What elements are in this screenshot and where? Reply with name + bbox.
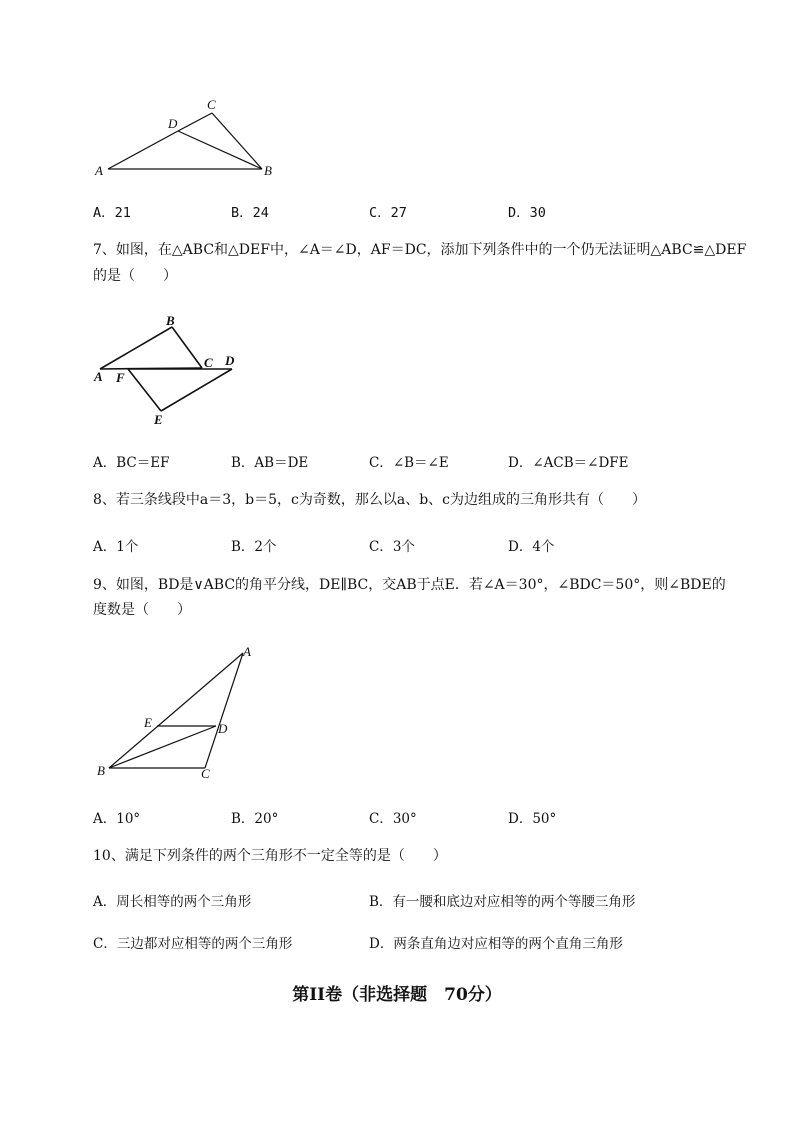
q7-stem-line1: 7、如图，在△ABC和△DEF中，∠A＝∠D，AF＝DC，添加下列条件中的一个仍无法证明△ABC≌△DEF (93, 242, 747, 258)
q7-option-b[interactable]: B．AB＝DE (231, 455, 309, 471)
q9-option-c[interactable]: C．30° (369, 811, 417, 827)
q6-label-D: D (168, 116, 178, 131)
q9-figure (90, 640, 270, 794)
q9-option-d[interactable]: D．50° (508, 811, 557, 827)
q7-figure (90, 310, 250, 434)
q6-option-a[interactable]: A．21 (93, 205, 131, 221)
q8-option-c[interactable]: C．3个 (369, 539, 415, 555)
section-title: 第II卷（非选择题 70分） (292, 985, 502, 1005)
q9-label-E: E (144, 715, 152, 730)
q9-label-C: C (201, 766, 210, 781)
q7-label-E: E (154, 412, 163, 427)
q6-option-c[interactable]: C．27 (369, 205, 407, 221)
q8-option-a[interactable]: A．1个 (93, 539, 139, 555)
q7-option-c[interactable]: C．∠B＝∠E (369, 455, 449, 471)
q9-label-A: A (243, 644, 251, 659)
q7-stem-line2: 的是（ ） (93, 268, 177, 284)
q6-label-A: A (95, 163, 103, 178)
q6-label-C: C (207, 97, 216, 112)
q6-figure (90, 95, 290, 189)
q10-option-d[interactable]: D．两条直角边对应相等的两个直角三角形 (369, 936, 623, 952)
q8-option-d[interactable]: D．4个 (508, 539, 555, 555)
q10-option-c[interactable]: C．三边都对应相等的两个三角形 (93, 936, 293, 952)
q9-stem-line1: 9、如图，BD是∨ABC的角平分线，DE∥BC，交AB于点E．若∠A＝30°，∠BDC＝50°，则∠BDE的 (93, 577, 726, 593)
q6-option-b[interactable]: B．24 (231, 205, 269, 221)
q7-label-F: F (116, 370, 125, 385)
q7-option-a[interactable]: A．BC＝EF (93, 455, 170, 471)
q6-label-B: B (264, 163, 272, 178)
q8-stem: 8、若三条线段中a＝3，b＝5，c为奇数，那么以a、b、c为边组成的三角形共有（ ） (93, 492, 647, 508)
q8-option-b[interactable]: B．2个 (231, 539, 277, 555)
q10-option-b[interactable]: B．有一腰和底边对应相等的两个等腰三角形 (369, 894, 636, 910)
q7-option-d[interactable]: D．∠ACB＝∠DFE (508, 455, 629, 471)
q10-stem: 10、满足下列条件的两个三角形不一定全等的是（ ） (93, 848, 447, 864)
q9-label-B: B (97, 763, 105, 778)
q9-label-D: D (218, 721, 228, 736)
q7-label-A: A (94, 369, 103, 384)
q6-option-d[interactable]: D．30 (508, 205, 546, 221)
q9-stem-line2: 度数是（ ） (93, 602, 191, 618)
q7-label-C: C (204, 355, 213, 370)
q9-option-a[interactable]: A．10° (93, 811, 141, 827)
q9-option-b[interactable]: B．20° (231, 811, 279, 827)
q7-label-D: D (225, 353, 235, 368)
q7-label-B: B (166, 313, 175, 328)
q10-option-a[interactable]: A．周长相等的两个三角形 (93, 894, 252, 910)
